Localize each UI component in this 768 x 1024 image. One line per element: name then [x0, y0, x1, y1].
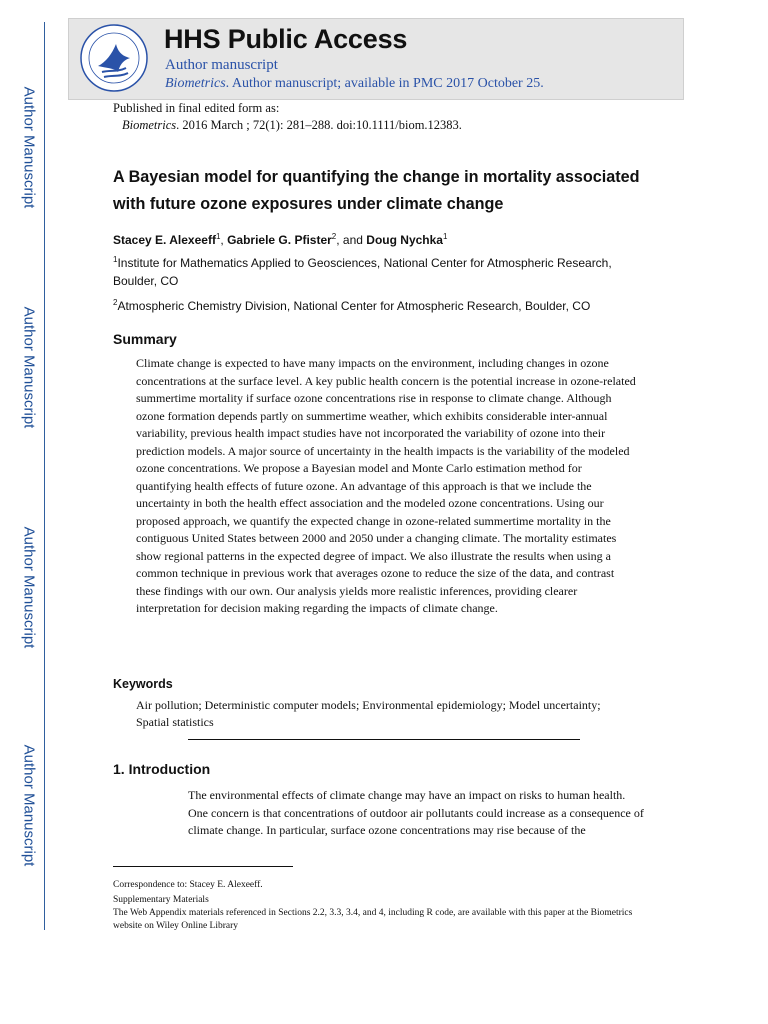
side-label-4: Author Manuscript	[20, 744, 38, 866]
summary-text: Climate change is expected to have many impacts on the environment, including changes in ozone concentrations at the surface level. A key public health concern is the potential increase in ozone-related summertime mortality if surface ozone concentrations rise in response to climate change. Although ozone formation depends partly on summertime weather, which exhibits considerable inter-annual variability, previous health impact studies have not incorporated the variability of ozone into their prediction models. A major source of uncertainty in the health impacts is the variability of the modeled ozone concentrations. We propose a Bayesian model and Monte Carlo estimation method for quantifying health effects of future ozone. An advantage of this approach is that we include the uncertainty in both the health effect association and the modeled ozone concentrations. Using our proposed approach, we quantify the expected change in ozone-related summertime mortality in the contiguous United States between 2000 and 2050 under a changing climate. The mortality estimates show regional patterns in the expected degree of impact. We also illustrate the results when using a common technique in previous work that averages ozone to reduce the size of the data, and contrast these findings with our own. Our analysis yields more realistic inferences, providing clearer interpretation for decision making regarding the impacts of climate change.	[136, 356, 636, 615]
published-citation: Biometrics. 2016 March ; 72(1): 281–288. doi:10.1111/biom.12383.	[122, 118, 462, 132]
brand-title: HHS Public Access	[164, 24, 408, 54]
side-rule	[44, 22, 45, 930]
hhs-eagle-seal-icon	[78, 22, 150, 94]
introduction-text: The environmental effects of climate change may have an impact on risks to human health. One concern is that concentrations of outdoor air pollutants could increase as a consequence of climate change. In particular, surface ozone concentrations may rise because of the	[188, 788, 644, 837]
manuscript-label: Author manuscript	[165, 57, 278, 73]
author-name: Doug Nychka	[366, 233, 443, 247]
affiliation-1: $^1$Institute for Mathematics Applied to Geosciences, National Center for Atmospheric Research, Boulder, CO	[113, 255, 612, 288]
summary-heading: Summary	[113, 331, 177, 347]
introduction-heading: 1. Introduction	[113, 761, 211, 777]
keywords-text: Air pollution; Deterministic computer models; Environmental epidemiology; Model uncertainty; Spatial statistics	[136, 698, 601, 729]
keywords-heading: Keywords	[113, 677, 173, 691]
affiliation-2: $^2$Atmospheric Chemistry Division, National Center for Atmospheric Research, Boulder, CO	[113, 298, 591, 313]
journal-name: Biometrics	[165, 76, 226, 91]
availability-line: Biometrics. Author manuscript; available in PMC 2017 October 25.	[165, 76, 544, 91]
supplementary-text: The Web Appendix materials referenced in Sections 2.2, 3.3, 3.4, and 4, including R code, are available with this paper at the Biometrics website on Wiley Online Library	[113, 908, 633, 931]
author-list: Stacey E. Alexeeff$^1$, Gabriele G. Pfister$^2$, and Doug Nychka$^1$	[113, 232, 448, 247]
footnote-rule	[113, 866, 293, 867]
author-name: Stacey E. Alexeeff	[113, 233, 216, 247]
paper-title: A Bayesian model for quantifying the change in mortality associated with future ozone exposures under climate change	[113, 168, 640, 213]
author-name: Gabriele G. Pfister	[227, 233, 332, 247]
section-divider	[188, 739, 580, 740]
supplementary-heading: Supplementary Materials	[113, 895, 209, 905]
side-label-2: Author Manuscript	[20, 306, 38, 428]
correspondence-note: Correspondence to: Stacey E. Alexeeff.	[113, 880, 263, 890]
side-label-3: Author Manuscript	[20, 526, 38, 648]
published-label: Published in final edited form as:	[113, 101, 280, 115]
side-label-1: Author Manuscript	[20, 86, 38, 208]
